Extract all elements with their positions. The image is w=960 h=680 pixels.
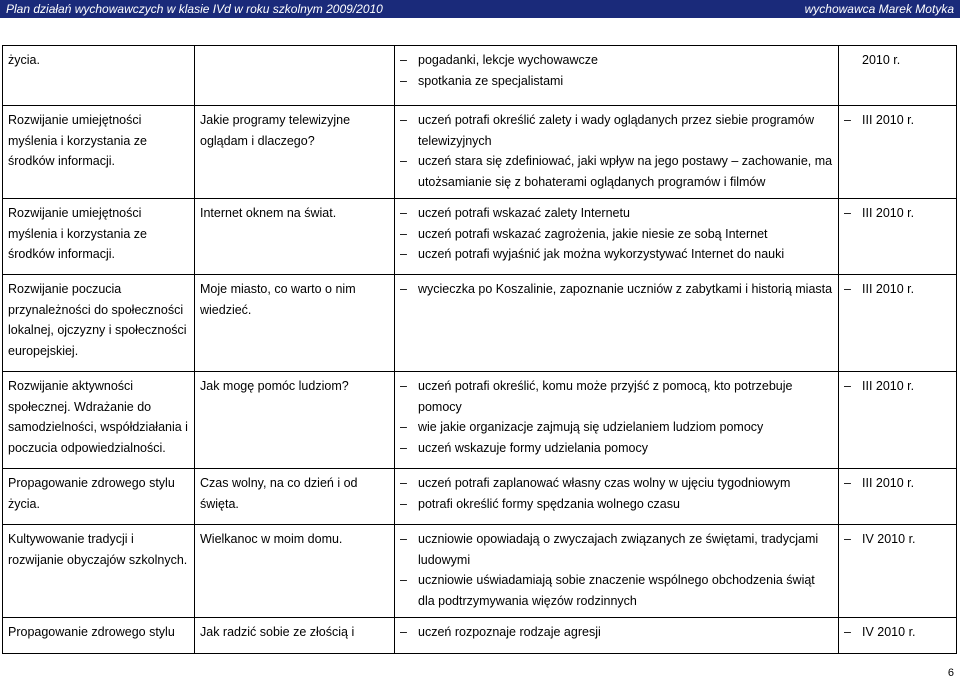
term-value: 2010 r. — [862, 53, 901, 67]
term-value: – III 2010 r. — [844, 376, 952, 397]
topic-cell: Jakie programy telewizyjne oglądam i dlaczego? — [195, 106, 395, 199]
activity-item: – uczeń stara się zdefiniować, jaki wpływ na jego postawy – zachowanie, ma — [400, 151, 834, 172]
goal-cell: Rozwijanie umiejętności myślenia i korzystania ze środków informacji. — [3, 106, 195, 199]
term-cell — [839, 469, 957, 525]
activities-cell — [395, 372, 839, 469]
term-value: – III 2010 r. — [844, 110, 952, 131]
term-value: – III 2010 r. — [844, 473, 952, 494]
term-cell — [839, 372, 957, 469]
term-cell — [839, 525, 957, 618]
topic-cell: Wielkanoc w moim domu. — [195, 525, 395, 618]
activity-item: – uczeń potrafi określić zalety i wady oglądanych przez siebie programów — [400, 110, 834, 131]
goal-cell: Rozwijanie aktywności społecznej. Wdrażanie do samodzielności, współdziałania i poczucia odpowiedzialności. — [3, 372, 195, 469]
plan-row — [3, 372, 957, 469]
term-list — [844, 203, 952, 224]
activity-item: – uczniowie opowiadają o zwyczajach związanych ze świętami, tradycjami ludowymi — [400, 529, 834, 570]
plan-row — [3, 469, 957, 525]
term-cell — [839, 275, 957, 372]
term-list — [844, 473, 952, 494]
activities-cell — [395, 618, 839, 654]
topic-cell: Jak radzić sobie ze złością i — [195, 618, 395, 654]
topic-cell: Czas wolny, na co dzień i od święta. — [195, 469, 395, 525]
activities-cell — [395, 46, 839, 106]
goal-cell: Propagowanie zdrowego stylu — [3, 618, 195, 654]
plan-row — [3, 618, 957, 654]
goal-cell: Rozwijanie poczucia przynależności do społeczności lokalnej, ojczyzny i społeczności europejskiej. — [3, 275, 195, 372]
goal-cell: Rozwijanie umiejętności myślenia i korzystania ze środków informacji. — [3, 199, 195, 275]
term-value: – III 2010 r. — [844, 203, 952, 224]
term-value: – IV 2010 r. — [844, 529, 952, 550]
activity-item: utożsamianie się z bohaterami oglądanych programów i filmów — [418, 174, 766, 189]
term-value: – III 2010 r. — [844, 279, 952, 300]
activity-item: – uczeń potrafi określić, komu może przyjść z pomocą, kto potrzebuje pomocy — [400, 376, 834, 417]
activity-item: – uczeń potrafi wskazać zagrożenia, jakie niesie ze sobą Internet — [400, 224, 834, 245]
page-header — [0, 0, 960, 18]
goal-cell: Kultywowanie tradycji i rozwijanie obyczajów szkolnych. — [3, 525, 195, 618]
page-number: 6 — [947, 667, 954, 679]
document-title: Plan działań wychowawczych w klasie IVd w roku szkolnym 2009/2010 — [6, 2, 383, 16]
term-list — [844, 622, 952, 643]
activities-list — [400, 279, 834, 300]
term-list — [844, 529, 952, 550]
activities-cell — [395, 525, 839, 618]
term-cell — [839, 106, 957, 199]
activities-cell — [395, 106, 839, 199]
activity-item: – uczeń potrafi wyjaśnić jak można wykorzystywać Internet do nauki — [400, 244, 834, 265]
activities-cell — [395, 469, 839, 525]
activity-item: – uczeń wskazuje formy udzielania pomocy — [400, 438, 834, 459]
topic-cell: Internet oknem na świat. — [195, 199, 395, 275]
term-cell — [839, 618, 957, 654]
activities-cell — [395, 275, 839, 372]
term-cell — [839, 199, 957, 275]
plan-row — [3, 199, 957, 275]
plan-row — [3, 106, 957, 199]
activities-list — [400, 473, 834, 514]
activity-item: – wie jakie organizacje zajmują się udzielaniem ludziom pomocy — [400, 417, 834, 438]
activities-list — [400, 376, 834, 458]
activities-list — [400, 529, 834, 611]
activity-item: – potrafi określić formy spędzania wolnego czasu — [400, 494, 834, 515]
activities-list — [400, 203, 834, 265]
topic-cell — [195, 46, 395, 106]
teacher-name: wychowawca Marek Motyka — [804, 2, 954, 16]
term-list — [844, 376, 952, 397]
plan-table — [2, 45, 957, 654]
plan-table-body — [3, 46, 957, 654]
topic-cell: Jak mogę pomóc ludziom? — [195, 372, 395, 469]
term-list — [844, 110, 952, 131]
topic-cell: Moje miasto, co warto o nim wiedzieć. — [195, 275, 395, 372]
activities-cell — [395, 199, 839, 275]
activities-list — [400, 110, 834, 192]
activity-item: – uczeń potrafi zaplanować własny czas wolny w ujęciu tygodniowym — [400, 473, 834, 494]
activities-list — [400, 622, 834, 643]
plan-row — [3, 525, 957, 618]
activity-item: – uczniowie uświadamiają sobie znaczenie wspólnego obchodzenia świąt dla podtrzymywania więzów rodzinnych — [400, 570, 834, 611]
plan-row — [3, 46, 957, 106]
goal-cell: życia. — [3, 46, 195, 106]
activity-item: – uczeń potrafi wskazać zalety Internetu — [400, 203, 834, 224]
plan-row — [3, 275, 957, 372]
term-cell — [839, 46, 957, 106]
activity-item: – wycieczka po Koszalinie, zapoznanie uczniów z zabytkami i historią miasta — [400, 279, 834, 300]
goal-cell: Propagowanie zdrowego stylu życia. — [3, 469, 195, 525]
activity-item: – uczeń rozpoznaje rodzaje agresji — [400, 622, 834, 643]
activity-item: – pogadanki, lekcje wychowawcze — [400, 50, 834, 71]
activity-item: – spotkania ze specjalistami — [400, 71, 834, 92]
term-value: – IV 2010 r. — [844, 622, 952, 643]
activity-item: telewizyjnych — [418, 133, 492, 148]
term-list — [844, 279, 952, 300]
activities-list — [400, 50, 834, 91]
